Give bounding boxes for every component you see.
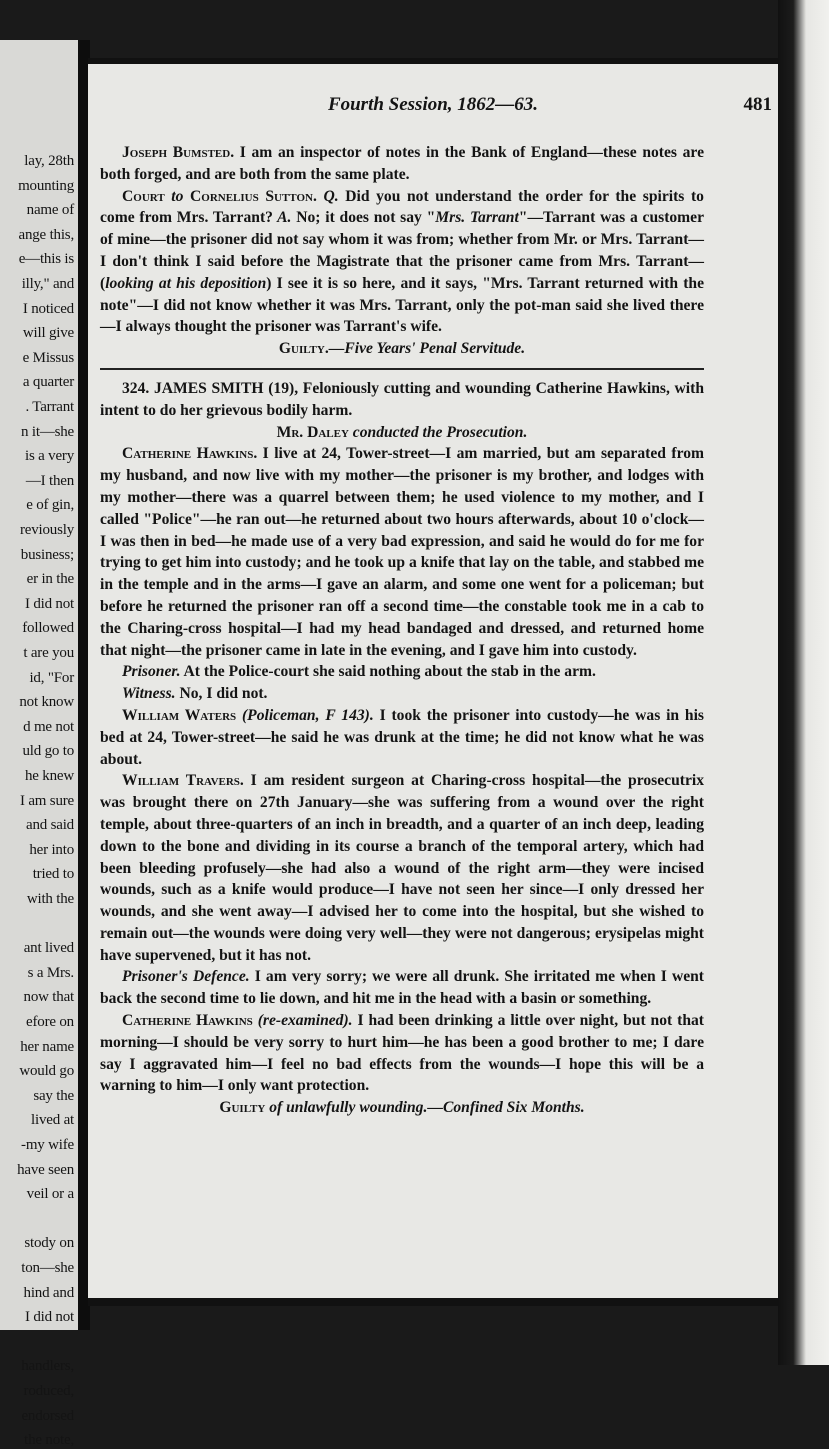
left-page-line: I did not bbox=[24, 1309, 74, 1326]
left-page-line: roduced, bbox=[23, 1383, 74, 1399]
left-page-line: name of bbox=[26, 202, 74, 219]
left-page-line: lived at bbox=[31, 1112, 74, 1129]
left-page-line: e Missus bbox=[22, 349, 74, 366]
testimony-text: I am resident surgeon at Charing-cross hospital—the prosecutrix was brought there on 27th January—she was suffering from a wound over the right temple, about three-quarters of an inch in breadth, and a quarter of an inch deep, leading down to the bone and dividing in its course a branch of the temporal artery, which had been bleeding profusely—she had also a wound of the right arm—they were incised wounds, such as a knife would produce—I have not seen her since—I only dressed her wounds, and she went away—I advised her to come into the hospital, but she wished to remain out—the wounds were doing very well—they were not dangerous; erysipelas might have supervened, but it has not. bbox=[100, 772, 704, 964]
prosecution-text: conducted the Prosecution. bbox=[348, 423, 528, 441]
prisoner-defence bbox=[100, 966, 704, 1010]
left-page-line: ant lived bbox=[23, 940, 74, 957]
reexamined-label: (re-examined). bbox=[257, 1012, 353, 1030]
testimony-travers bbox=[100, 770, 704, 966]
witness-name: William Waters bbox=[122, 706, 237, 724]
left-page-line: followed bbox=[22, 620, 74, 637]
question-text: Did you not understand the order for the spirits to come from Mrs. Tarrant? bbox=[100, 187, 704, 227]
left-page-line: business; bbox=[20, 546, 74, 563]
left-page-line: and said bbox=[26, 817, 74, 834]
witness-name: William Travers. bbox=[122, 772, 244, 790]
left-page-line: t are you bbox=[23, 645, 74, 661]
witness-name: Cornelius Sutton. bbox=[190, 187, 317, 205]
testimony-text: I took the prisoner into custody—he was in his bed at 24, Tower-street—he said he was drunk at the time; he did not know what he was about. bbox=[100, 706, 704, 768]
page-number: 481 bbox=[743, 94, 772, 115]
left-page-line: her name bbox=[20, 1038, 74, 1055]
left-page-line: endorsed bbox=[21, 1407, 74, 1424]
left-page-line: er in the bbox=[26, 571, 74, 588]
left-page-line: I am sure bbox=[19, 792, 74, 809]
left-page-line: illy," and bbox=[21, 276, 74, 292]
court-label: Court bbox=[122, 187, 165, 205]
running-head: Fourth Session, 1862—63. bbox=[327, 94, 539, 115]
witness-name: Catherine Hawkins. bbox=[122, 445, 258, 463]
left-page-line: he knew bbox=[25, 768, 74, 784]
testimony-hawkins-reexamined bbox=[100, 1010, 704, 1097]
verdict-prev-case bbox=[100, 338, 704, 360]
left-page-line: mounting bbox=[18, 177, 74, 194]
left-page-line: handlers, bbox=[21, 1358, 74, 1375]
left-page-line: I did not bbox=[24, 595, 74, 612]
left-page-line: n it—she bbox=[21, 423, 74, 440]
answer-label: A. bbox=[272, 209, 292, 227]
left-page-line: would go bbox=[19, 1063, 74, 1080]
left-page-line: her into bbox=[29, 841, 74, 858]
verdict-text: of unlawfully wounding.—Confined Six Months. bbox=[265, 1099, 585, 1117]
left-page-line: —I then bbox=[25, 472, 74, 489]
left-page-line: -my wife bbox=[21, 1137, 74, 1153]
testimony-waters bbox=[100, 705, 704, 770]
left-page-line: uld go to bbox=[22, 743, 74, 760]
left-page-line: reviously bbox=[19, 522, 74, 538]
mrs-tarrant-italic: Mrs. Tarrant bbox=[435, 209, 519, 227]
answer-text: No; it does not say " bbox=[291, 209, 436, 227]
testimony-text: I am an inspector of notes in the Bank of England—these notes are both forged, and are both from the same plate. bbox=[100, 144, 704, 183]
left-page-line: hind and bbox=[23, 1284, 74, 1301]
looking-note: looking at his deposition bbox=[105, 274, 267, 292]
question-label: Q. bbox=[316, 187, 339, 205]
prisoner-label: Prisoner. bbox=[122, 663, 181, 681]
testimony-hawkins bbox=[100, 443, 704, 661]
page-header bbox=[88, 94, 778, 120]
left-page-line: I noticed bbox=[22, 300, 74, 317]
left-page-line: s a Mrs. bbox=[27, 964, 74, 981]
left-page-line: lay, 28th bbox=[24, 153, 74, 169]
section-divider bbox=[100, 368, 704, 370]
left-page-line: ton—she bbox=[21, 1260, 74, 1276]
verdict-label: Guilty. bbox=[278, 340, 329, 358]
testimony-text: I live at 24, Tower-street—I am married, but am separated from my husband, and now live with my mother—the prisoner is my brother, and lodges with my mother—there was a quarrel between them; he used violence to my mother, and I called "Police"—he ran out—he returned about two hours afterwards, about 10 o'clock—I was then in bed—he made use of a very bad expression, and said he would do for me for trying to get him into custody; and he took up a knife that lay on the table, and stabbed me in the temple and in the arms—I gave an alarm, and some one went for a policeman; but before he returned the prisoner ran off a second time—the constable took me in a cab to the Charing-cross hospital—I had my head bandaged and dressed, and returned home that night—the prisoner came in late in the evening, and I gave him into custody. bbox=[100, 445, 704, 659]
testimony-bumsted bbox=[100, 142, 704, 186]
verdict-case-324 bbox=[100, 1097, 704, 1119]
witness-name: Catherine Hawkins bbox=[122, 1012, 253, 1030]
verdict-text: —Five Years' Penal Servitude. bbox=[328, 340, 526, 358]
witness-reply bbox=[100, 683, 704, 705]
prosecutor-name: Mr. Daley bbox=[276, 423, 349, 441]
left-page-line: ange this, bbox=[18, 226, 74, 243]
answer-text: ) I see it is so here, and it says, "Mrs. Tarrant returned with the note"—I did not know whether it was Mrs. Tarrant, only the pot-man said she lived there—I always thought the prisoner was Tarrant's wife. bbox=[100, 274, 704, 336]
defence-text: I am very sorry; we were all drunk. She irritated me when I went back the second time to lie down, and hit me in the head with a basin or something. bbox=[100, 968, 704, 1008]
testimony-sutton bbox=[100, 186, 704, 339]
left-page-line: the note, bbox=[24, 1432, 74, 1449]
left-page-line: will give bbox=[22, 325, 74, 342]
defence-label: Prisoner's Defence. bbox=[122, 968, 250, 986]
witness-label: Witness. bbox=[122, 685, 176, 703]
prisoner-text: At the Police-court she said nothing about the stab in the arm. bbox=[180, 663, 596, 681]
left-page-line: e—this is bbox=[18, 251, 74, 268]
prisoner-question bbox=[100, 661, 704, 683]
left-page-line: stody on bbox=[24, 1235, 74, 1252]
left-page-line: say the bbox=[33, 1087, 74, 1104]
left-page-line: efore on bbox=[26, 1014, 74, 1030]
left-page-line: with the bbox=[26, 891, 74, 907]
prosecution-line bbox=[100, 422, 704, 444]
verdict-label: Guilty bbox=[219, 1099, 266, 1117]
left-page-line: . Tarrant bbox=[25, 399, 74, 415]
left-page-line: not know bbox=[19, 694, 74, 711]
book-page bbox=[88, 58, 778, 1306]
left-page-line: now that bbox=[23, 989, 74, 1006]
left-page-line: e of gin, bbox=[26, 497, 74, 514]
previous-page-fragment bbox=[0, 40, 80, 1449]
left-page-line: veil or a bbox=[26, 1186, 74, 1203]
case-324-heading: 324. JAMES SMITH (19), Feloniously cutting and wounding Catherine Hawkins, with intent to do her grievous bodily harm. bbox=[100, 379, 704, 419]
witness-name: Joseph Bumsted. bbox=[122, 144, 235, 161]
answer-text: "—Tarrant was a customer of mine—the prisoner did not say whom it was from; whether from Mr. or Mrs. Tarrant—I don't think I said before the Magistrate that the prisoner came from Mrs. Tarrant—( bbox=[100, 209, 705, 292]
left-page-line: d me not bbox=[23, 718, 74, 735]
page-body bbox=[100, 142, 704, 1119]
testimony-text: I had been drinking a little over night, but not that morning—I should be very sorry to hurt him—he has been a good brother to me; I dare say I aggravated him—I feel no bad effects from the wounds—I hope this will be a warning to him—I only want protection. bbox=[100, 1012, 704, 1095]
to-word: to bbox=[164, 187, 191, 205]
left-page-line: a quarter bbox=[22, 374, 74, 391]
witness-role: (Policeman, F 143). bbox=[241, 706, 374, 724]
left-page-line: id, "For bbox=[29, 669, 74, 686]
left-page-line: tried to bbox=[32, 866, 74, 883]
left-page-line: is a very bbox=[24, 448, 74, 465]
right-page-edge bbox=[778, 0, 829, 1365]
witness-text: No, I did not. bbox=[175, 685, 268, 703]
left-page-line: have seen bbox=[17, 1161, 74, 1178]
